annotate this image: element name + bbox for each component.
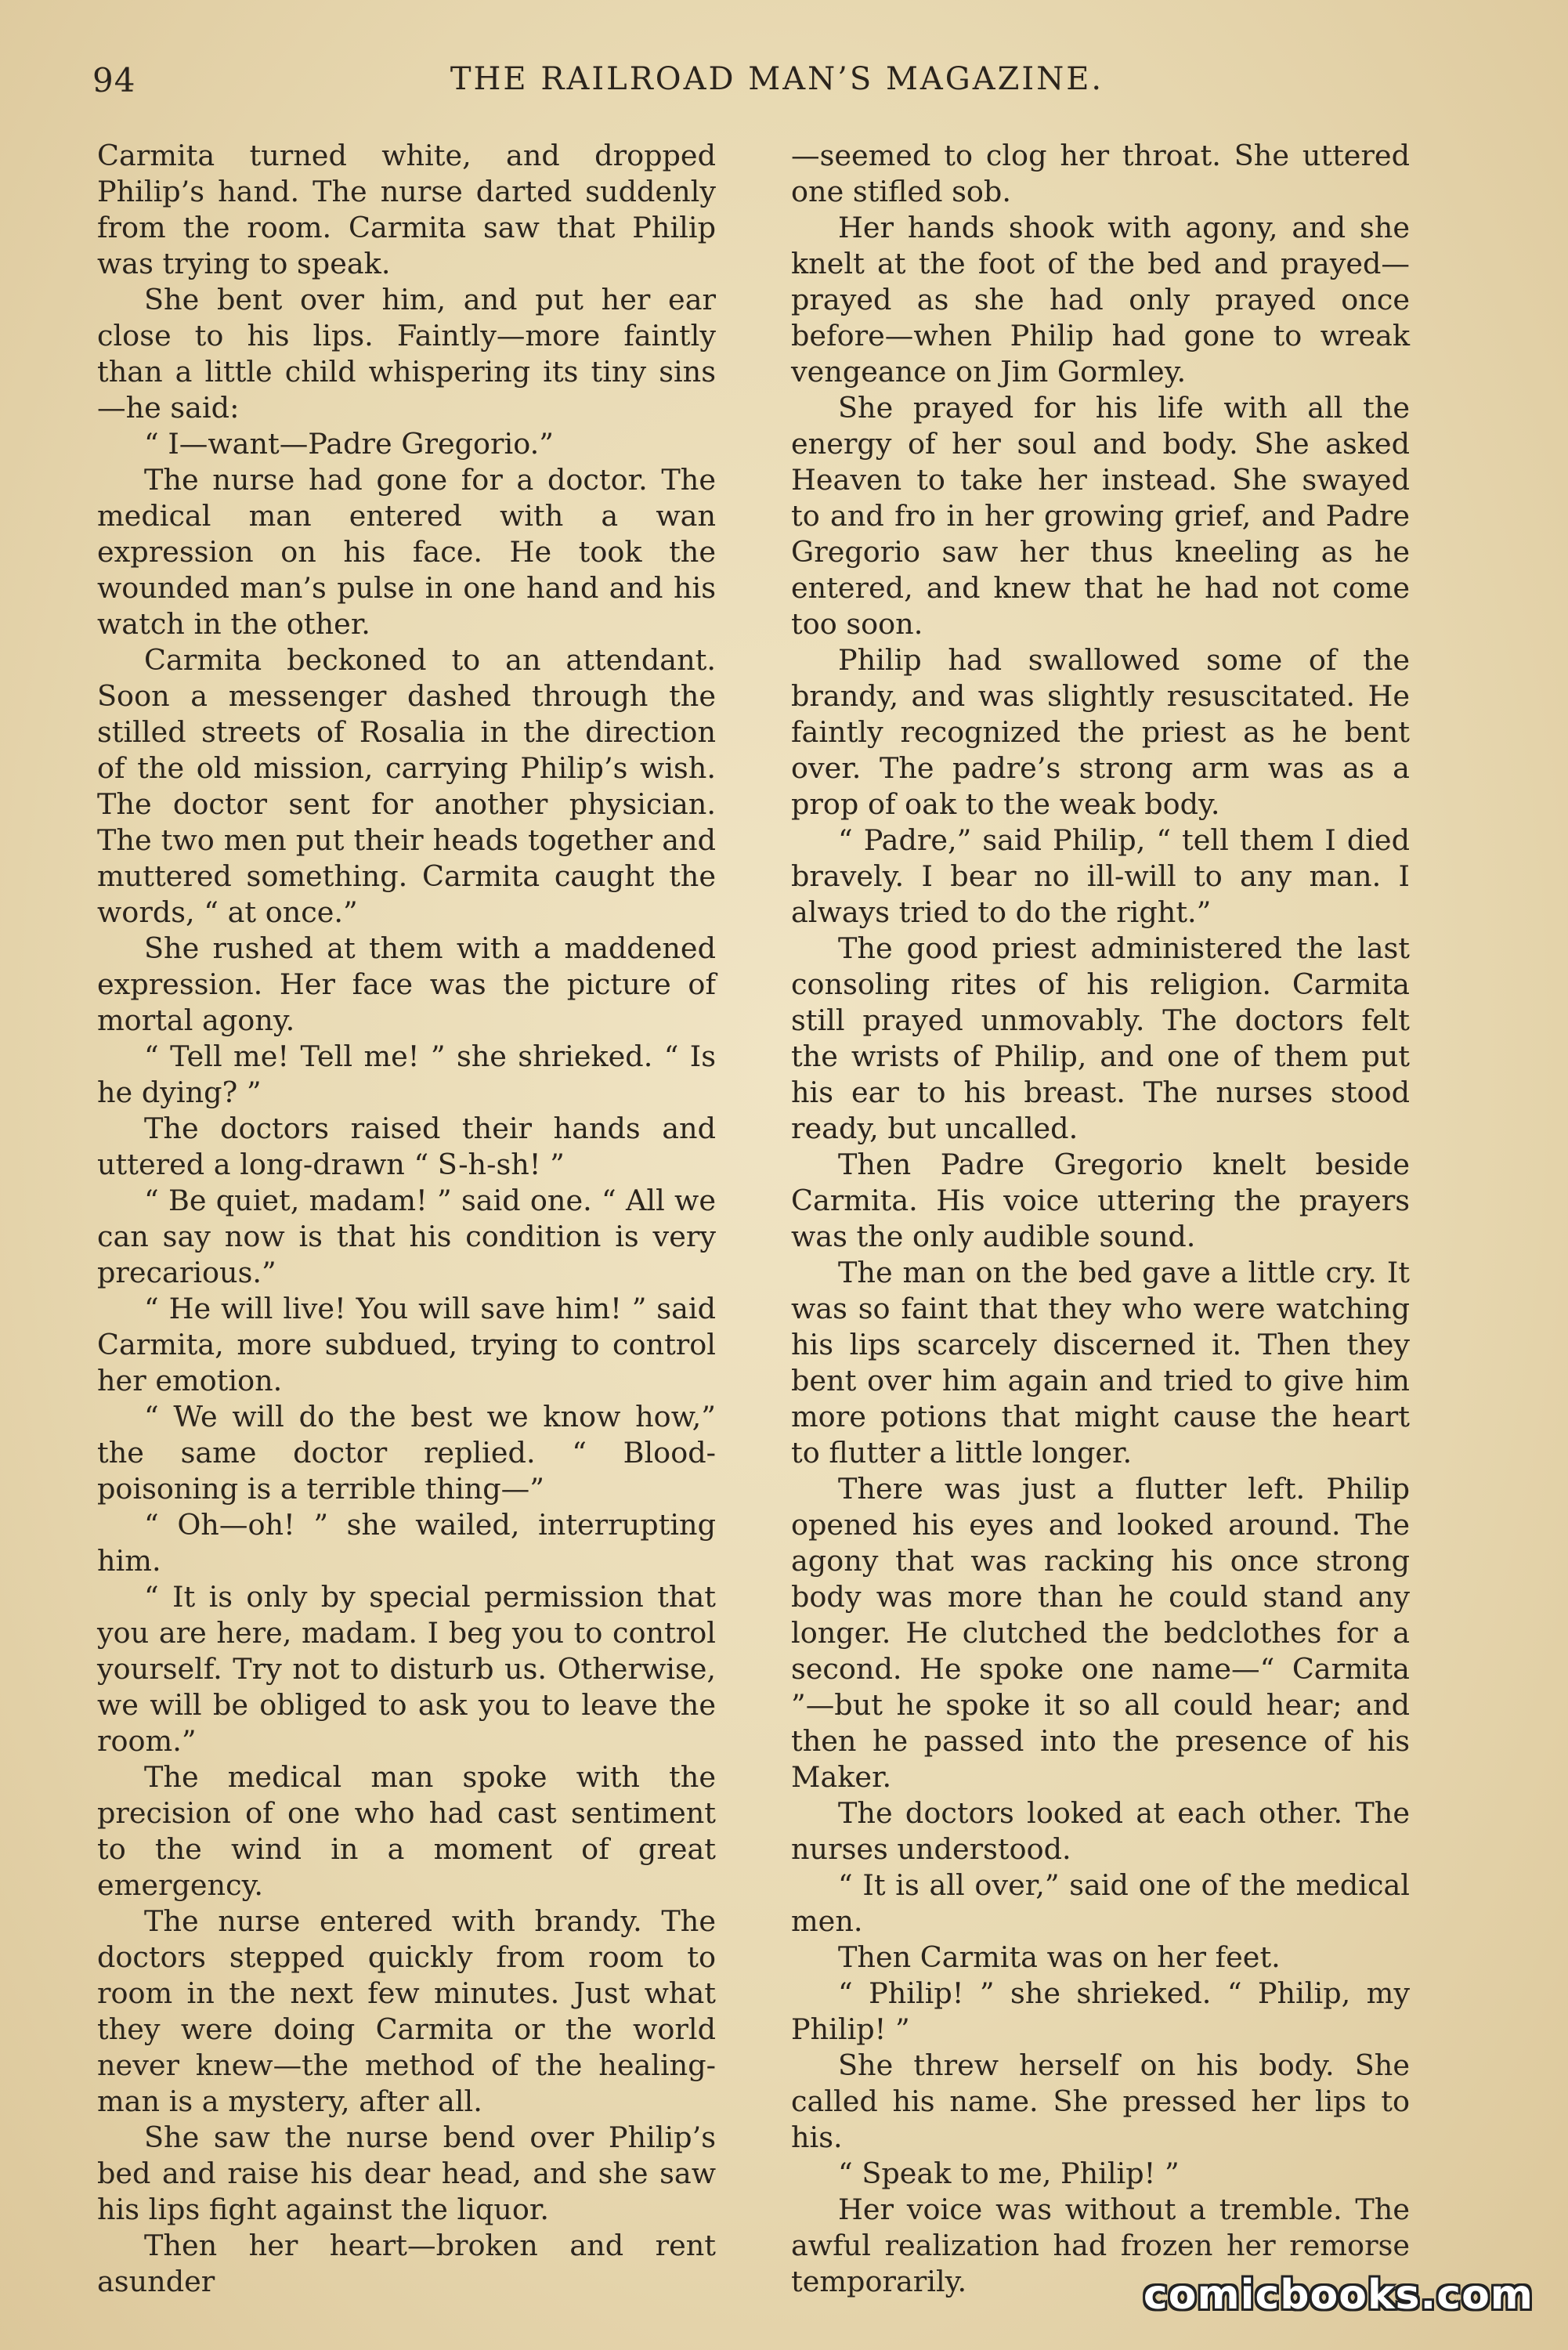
paragraph: Her voice was without a tremble. The awful realization had frozen her remorse temporarily.: [791, 2193, 1410, 2298]
paragraph: “ He will live! You will save him! ” said Carmita, more subdued, trying to control her emotion.: [97, 1292, 716, 1397]
paragraph: “ We will do the best we know how,” the same doctor replied. “ Blood-poisoning is a terrible thing—”: [97, 1400, 716, 1506]
running-head-title: THE RAILROAD MAN’S MAGAZINE.: [450, 61, 1104, 97]
paragraph: She saw the nurse bend over Philip’s bed and raise his dear head, and she saw his lips fight against the liquor.: [97, 2120, 716, 2226]
paragraph: The medical man spoke with the precision of one who had cast sentiment to the wind in a moment of great emergency.: [97, 1760, 716, 1902]
paragraph: “ I—want—Padre Gregorio.”: [144, 427, 554, 461]
paragraph: Philip had swallowed some of the brandy, and was slightly resuscitated. He faintly recognized the priest as he bent over. The padre’s strong arm was as a prop of oak to the weak body.: [791, 643, 1410, 821]
paragraph: The good priest administered the last consoling rites of his religion. Carmita still prayed unmovably. The doctors felt the wrists of Philip, and one of them put his ear to his breast. The nurses stood ready, but uncalled.: [791, 931, 1410, 1145]
paragraph: “ Philip! ” she shrieked. “ Philip, my Philip! ”: [791, 1976, 1410, 2046]
paragraph: “ Speak to me, Philip! ”: [838, 2157, 1180, 2190]
paragraph: “ It is all over,” said one of the medical men.: [791, 1868, 1410, 1938]
paragraph: “ Oh—oh! ” she wailed, interrupting him.: [97, 1508, 716, 1578]
page-number: 94: [92, 61, 136, 99]
paragraph: Then Carmita was on her feet.: [838, 1940, 1281, 1974]
paragraph: Then Padre Gregorio knelt beside Carmita. His voice uttering the prayers was the only audible sound.: [791, 1148, 1410, 1253]
paragraph: There was just a flutter left. Philip opened his eyes and looked around. The agony that was racking his once strong body was more than he could stand any longer. He clutched the bedclothes for a second. He spoke one name—“ Carmita ”—but he spoke it so all could hear; and then he passed into the presence of his Maker.: [791, 1472, 1410, 1794]
paragraph: Carmita beckoned to an attendant. Soon a messenger dashed through the stilled streets of Rosalia in the direction of the old mission, carrying Philip’s wish. The doctor sent for another physician. The two men put their heads together and muttered something. Carmita caught the words, “ at once.”: [97, 643, 716, 929]
paragraph: “ It is only by special permission that you are here, madam. I beg you to control yourself. Try not to disturb us. Otherwise, we will be obliged to ask you to leave the room.”: [97, 1580, 716, 1758]
right-column: [791, 138, 1410, 2300]
paragraph: The man on the bed gave a little cry. It was so faint that they who were watching his lips scarcely discerned it. Then they bent over him again and tried to give him more potions that might cause the heart to flutter a little longer.: [791, 1256, 1410, 1470]
watermark-logo: comicbooks.com: [1143, 2272, 1534, 2319]
left-column: [97, 138, 716, 2300]
paragraph: She prayed for his life with all the energy of her soul and body. She asked Heaven to take her instead. She swayed to and fro in her growing grief, and Padre Gregorio saw her thus kneeling as he entered, and knew that he had not come too soon.: [791, 391, 1410, 641]
paragraph: The doctors raised their hands and uttered a long-drawn “ S-h-sh! ”: [97, 1112, 716, 1181]
paragraph: The nurse had gone for a doctor. The medical man entered with a wan expression on his face. He took the wounded man’s pulse in one hand and his watch in the other.: [97, 463, 716, 641]
paragraph: Carmita turned white, and dropped Philip’s hand. The nurse darted suddenly from the room. Carmita saw that Philip was trying to speak.: [97, 139, 716, 280]
paragraph: “ Be quiet, madam! ” said one. “ All we can say now is that his condition is very precarious.”: [97, 1184, 716, 1289]
paragraph: She rushed at them with a maddened expression. Her face was the picture of mortal agony.: [97, 931, 716, 1037]
paragraph: “ Tell me! Tell me! ” she shrieked. “ Is he dying? ”: [97, 1039, 716, 1109]
paragraph: The doctors looked at each other. The nurses understood.: [791, 1796, 1410, 1866]
paragraph: —seemed to clog her throat. She uttered one stifled sob.: [791, 139, 1410, 208]
paragraph: She threw herself on his body. She called his name. She pressed her lips to his.: [791, 2048, 1410, 2154]
paragraph: Her hands shook with agony, and she knelt at the foot of the bed and prayed—prayed as she had only prayed once before—when Philip had gone to wreak vengeance on Jim Gormley.: [791, 211, 1410, 389]
paragraph: She bent over him, and put her ear close to his lips. Faintly—more faintly than a little child whispering its tiny sins—he said:: [97, 283, 716, 425]
paragraph: The nurse entered with brandy. The doctors stepped quickly from room to room in the next few minutes. Just what they were doing Carmita or the world never knew—the method of the healing-man is a mystery, after all.: [97, 1904, 716, 2118]
paragraph: “ Padre,” said Philip, “ tell them I died bravely. I bear no ill-will to any man. I always tried to do the right.”: [791, 823, 1410, 929]
paragraph: Then her heart—broken and rent asunder: [97, 2229, 716, 2298]
